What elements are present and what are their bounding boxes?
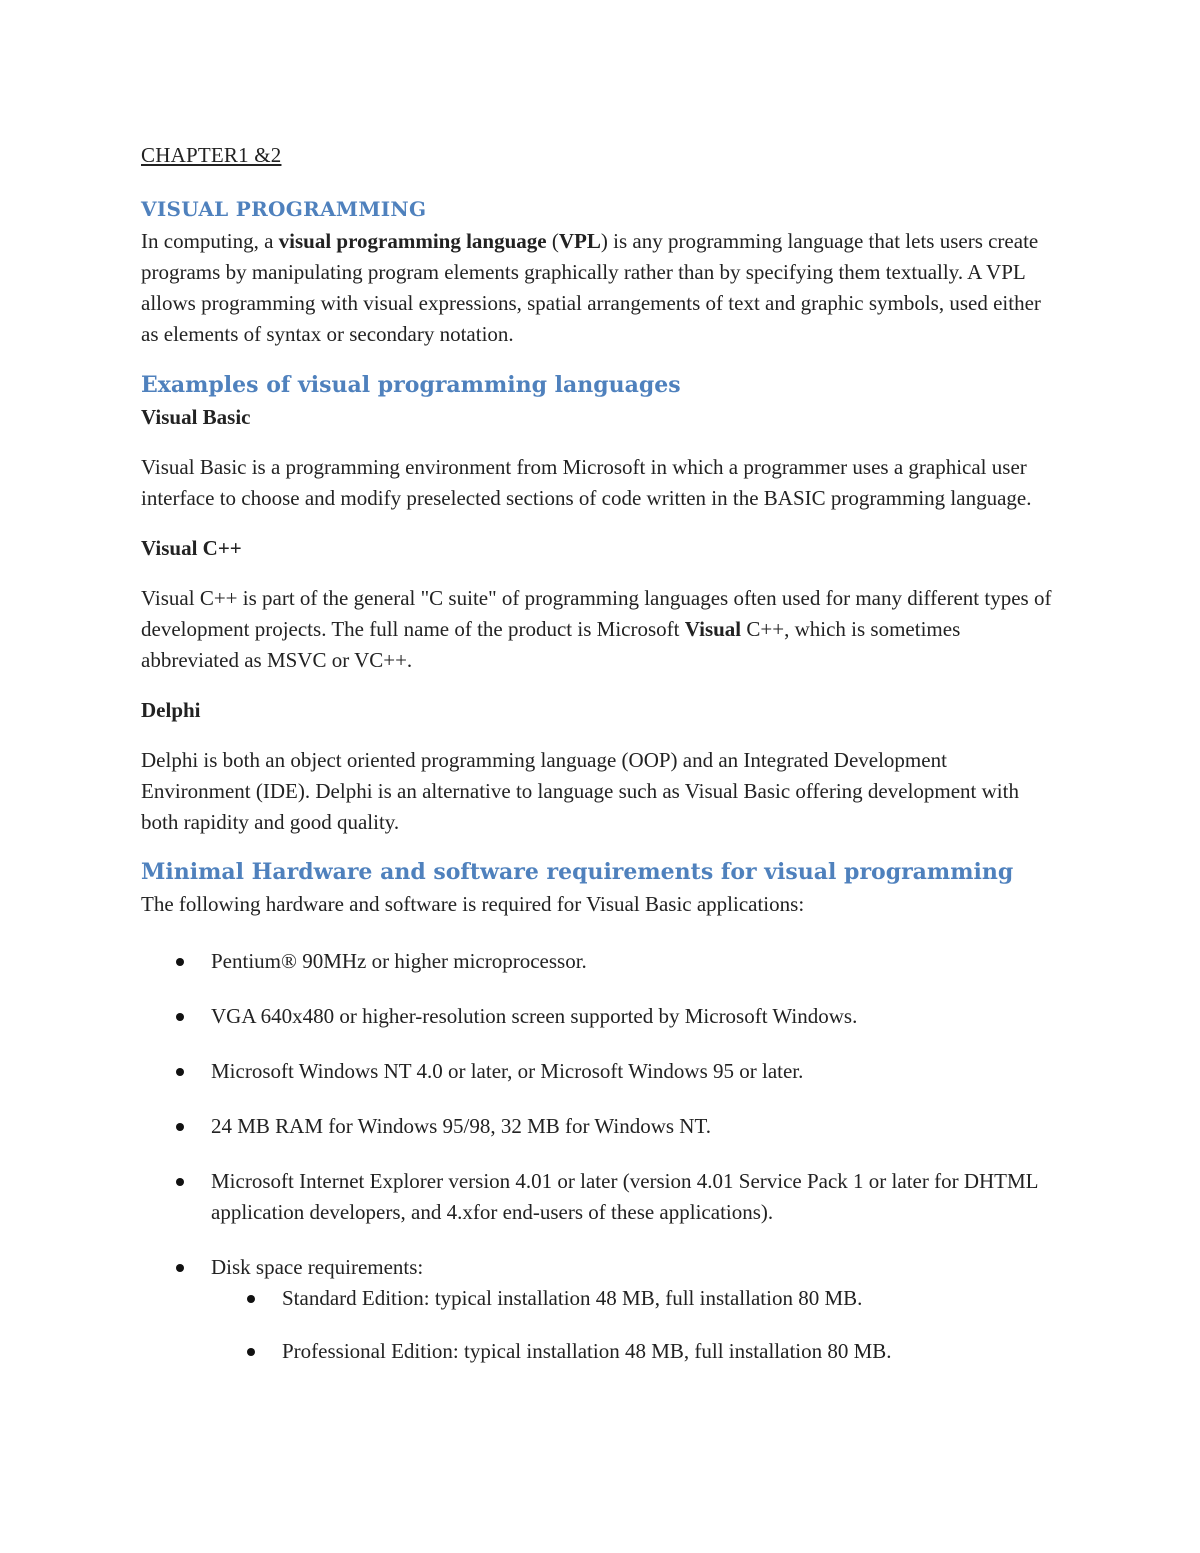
vpl-text-3: ) is any programming language that lets users create programs by manipulating program elements graphically rather than by specifying them textually. A VPL allows programming with visual expressions, spatial arrangements of text and graphic symbols, used either as elements of syntax or secondary notation. [141, 229, 1041, 346]
visual-cpp-text-2: C++, which is sometimes abbreviated as MSVC or VC++. [141, 617, 961, 672]
document-body [141, 138, 1061, 1367]
delphi-paragraph: Delphi is both an object oriented programming language (OOP) and an Integrated Development Environment (IDE). Delphi is an alternative to language such as Visual Basic offering development with both rapidity and good quality. [141, 748, 1019, 834]
sublist-item [211, 1283, 1061, 1314]
vpl-text-1: In computing, a [141, 229, 279, 253]
requirements-heading: Minimal Hardware and software requirements for visual programming [141, 859, 1014, 885]
visual-basic-title: Visual Basic [141, 405, 251, 429]
bullet-icon [176, 1123, 184, 1131]
vpl-term: visual programming language [278, 229, 547, 253]
list-item [141, 1111, 1061, 1142]
list-item [141, 1001, 1061, 1032]
sublist-item [211, 1336, 1061, 1367]
bullet-icon [247, 1295, 255, 1303]
list-item-text: Microsoft Internet Explorer version 4.01 or later (version 4.01 Service Pack 1 or later for DHTML application developers, and 4.xfor end-users of these applications). [211, 1169, 1038, 1224]
delphi-title: Delphi [141, 698, 201, 722]
requirements-intro: The following hardware and software is required for Visual Basic applications: [141, 892, 805, 916]
vpl-abbrev: VPL [558, 229, 601, 253]
bullet-icon [176, 1178, 184, 1186]
list-item [141, 1166, 1061, 1228]
visual-cpp-bold: Visual [684, 617, 742, 641]
visual-basic-paragraph: Visual Basic is a programming environment from Microsoft in which a programmer uses a graphical user interface to choose and modify preselected sections of code written in the BASIC programming language. [141, 455, 1032, 510]
list-item [141, 1056, 1061, 1087]
list-item-text: 24 MB RAM for Windows 95/98, 32 MB for Windows NT. [211, 1114, 711, 1138]
list-item [141, 1252, 1061, 1367]
requirements-list [141, 946, 1061, 1367]
bullet-icon [176, 1264, 184, 1272]
visual-cpp-paragraph [141, 583, 1061, 676]
list-item-text: Pentium® 90MHz or higher microprocessor. [211, 949, 587, 973]
bullet-icon [176, 1068, 184, 1076]
vpl-text-2: ( [546, 229, 559, 253]
visual-programming-heading: VISUAL PROGRAMMING [141, 197, 427, 221]
visual-cpp-title: Visual C++ [141, 536, 242, 560]
chapter-title: CHAPTER1 &2 [141, 143, 282, 167]
visual-cpp-text-1: Visual C++ is part of the general "C suite" of programming languages often used for many different types of development projects. The full name of the product is Microsoft [141, 586, 1052, 641]
examples-heading: Examples of visual programming languages [141, 372, 681, 398]
list-item [141, 946, 1061, 977]
disk-space-sublist [211, 1283, 1061, 1367]
bullet-icon [176, 1013, 184, 1021]
sublist-item-text: Standard Edition: typical installation 48 MB, full installation 80 MB. [282, 1286, 863, 1310]
bullet-icon [247, 1348, 255, 1356]
vpl-definition-paragraph [141, 226, 1061, 350]
list-item-text: VGA 640x480 or higher-resolution screen supported by Microsoft Windows. [211, 1004, 858, 1028]
list-item-text: Disk space requirements: [211, 1255, 424, 1279]
list-item-text: Microsoft Windows NT 4.0 or later, or Microsoft Windows 95 or later. [211, 1059, 804, 1083]
bullet-icon [176, 958, 184, 966]
sublist-item-text: Professional Edition: typical installation 48 MB, full installation 80 MB. [282, 1339, 892, 1363]
